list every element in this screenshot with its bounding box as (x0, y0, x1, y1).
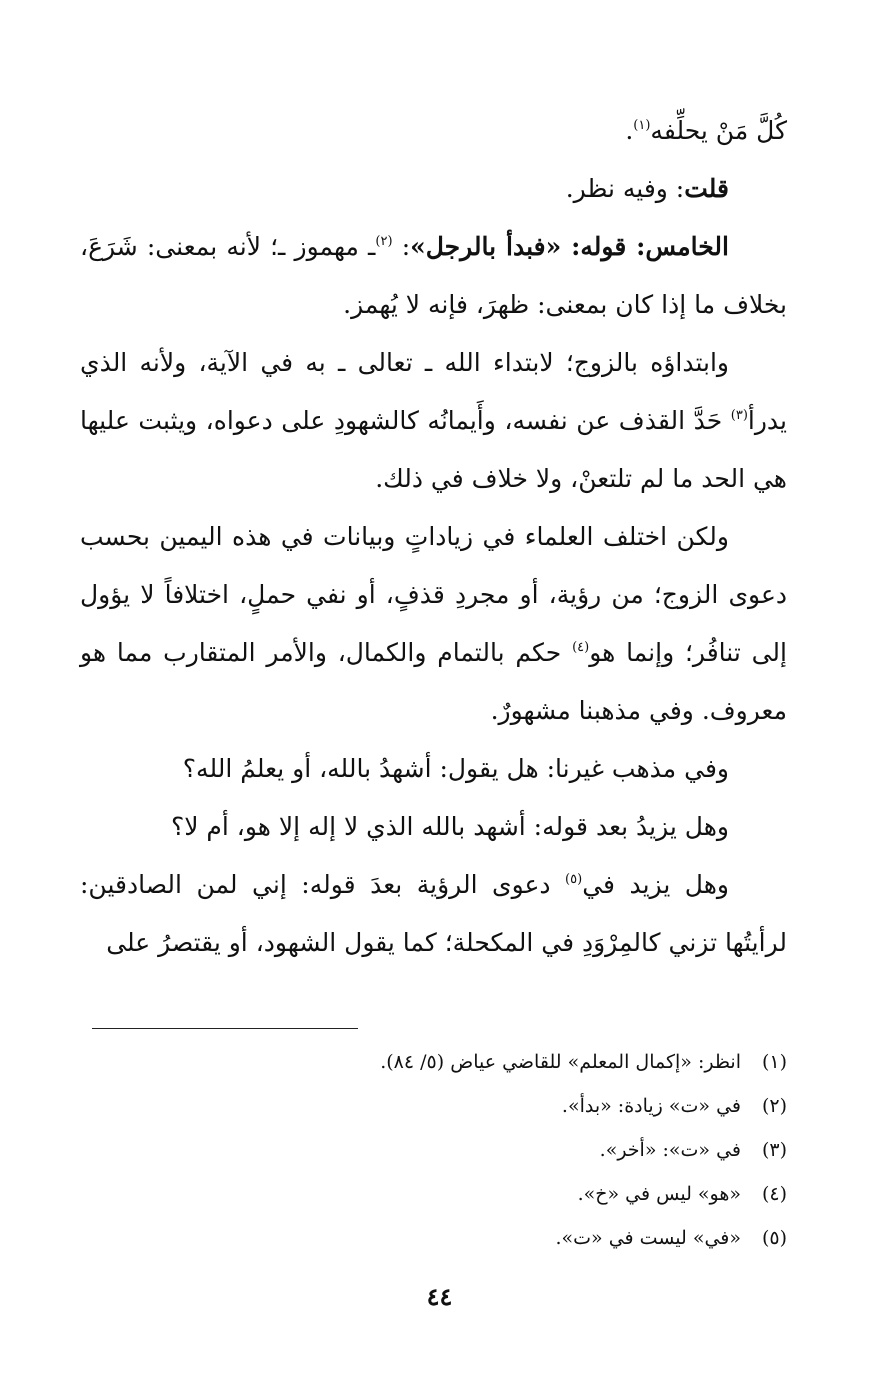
footnote (80, 1040, 787, 1084)
text-run: : (392, 232, 411, 261)
paragraph (80, 508, 787, 740)
paragraph (80, 798, 787, 856)
footnote-number: (١) (761, 1051, 787, 1073)
text-run: . (625, 116, 634, 145)
text-run: دعوى الرؤية بعدَ قوله: إني لمن الصادقين: لرأيتُها تزني كالمِرْوَدِ في المكحلة؛ كما يقول الشهود، أو يقتصرُ على (80, 870, 787, 957)
footnote-number: (٢) (761, 1095, 787, 1117)
footnotes (80, 1040, 787, 1260)
footnote-text: انظر: «إكمال المعلم» للقاضي عياض (٥/ ٨٤). (380, 1051, 741, 1073)
paragraph (80, 740, 787, 798)
footnote-marker: (٤) (572, 640, 590, 655)
footnote-text: في «ت»: «أخر». (599, 1139, 741, 1161)
text-run: ولكن اختلف العلماء في زياداتٍ وبيانات في هذه اليمين بحسب دعوى الزوج؛ من رؤية، أو مجردِ قذفٍ، أو نفي حملٍ، اختلافاً لا يؤول إلى تنافُر؛ وإنما هو (80, 522, 787, 667)
footnote-number: (٥) (761, 1227, 787, 1249)
footnote (80, 1084, 787, 1128)
text-run: قلت (684, 174, 729, 203)
text-run: : وفيه نظر. (565, 174, 685, 203)
footnote-marker: (١) (633, 118, 651, 133)
paragraph (80, 856, 787, 972)
footnote-text: في «ت» زيادة: «بدأ». (561, 1095, 741, 1117)
text-run: ـ مهموز ـ؛ لأنه بمعنى: شَرَعَ، بخلاف ما إذا كان بمعنى: ظهرَ، فإنه لا يُهمز. (80, 232, 787, 319)
footnote (80, 1216, 787, 1260)
page-number: ٤٤ (426, 1282, 453, 1311)
footnote-text: «هو» ليس في «خ». (577, 1183, 741, 1205)
text-run: الخامس: قوله: «فبدأ بالرجل» (410, 232, 729, 261)
footnote-marker: (٥) (565, 872, 583, 887)
text-run: وهل يزيد في (582, 870, 729, 899)
paragraph (80, 102, 787, 160)
text-run: كُلَّ مَنْ يحلِّفه (650, 116, 787, 145)
footnote-separator (92, 1028, 358, 1029)
footnote-text: «في» ليست في «ت». (555, 1227, 741, 1249)
text-run: حكم بالتمام والكمال، والأمر المتقارب مما هو معروف. وفي مذهبنا مشهورٌ. (80, 638, 787, 725)
text-run: حَدَّ القذف عن نفسه، وأَيمانُه كالشهودِ على دعواه، ويثبت عليها هي الحد ما لم تلتعنْ، ولا خلاف في ذلك. (80, 406, 787, 493)
footnote-marker: (٣) (730, 408, 748, 423)
footnote (80, 1172, 787, 1216)
paragraph (80, 218, 787, 334)
text-run: وهل يزيدُ بعد قوله: أشهد بالله الذي لا إله إلا هو، أم لا؟ (170, 812, 729, 841)
paragraph (80, 160, 787, 218)
text-run: وابتداؤه بالزوج؛ لابتداء الله ـ تعالى ـ به في الآية، ولأنه الذي يدرأ (80, 348, 787, 435)
paragraph (80, 334, 787, 508)
footnote-marker: (٢) (375, 234, 393, 249)
main-text (80, 102, 787, 972)
footnote (80, 1128, 787, 1172)
footnote-number: (٤) (761, 1183, 787, 1205)
footnote-number: (٣) (761, 1139, 787, 1161)
text-run: وفي مذهب غيرنا: هل يقول: أشهدُ بالله، أو يعلمُ الله؟ (182, 754, 729, 783)
